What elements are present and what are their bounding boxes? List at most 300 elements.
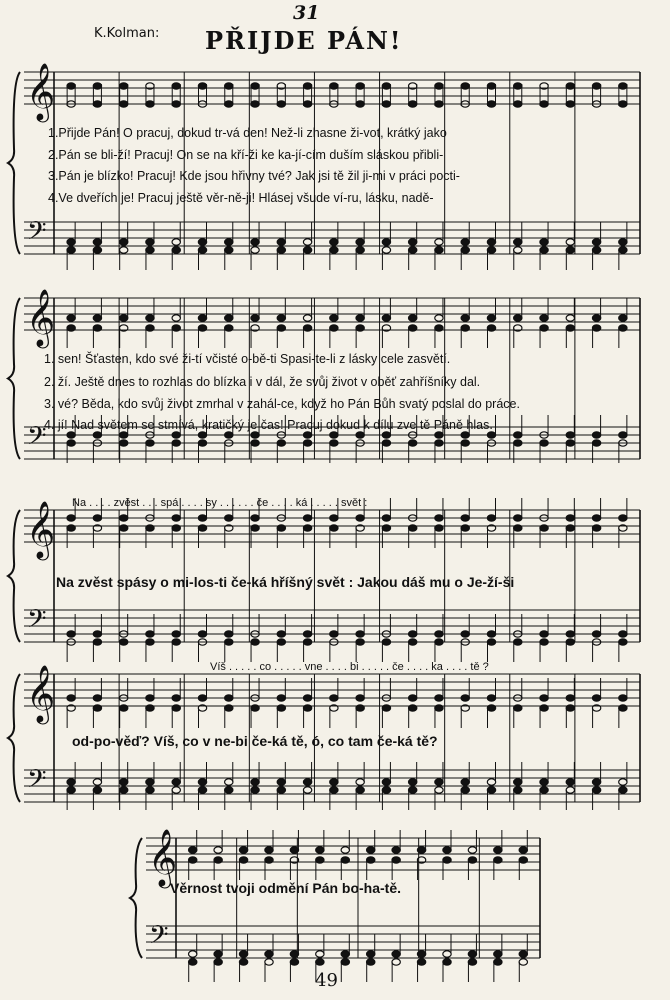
note [461,779,469,785]
note [382,639,390,645]
note [214,959,222,965]
note [461,83,469,89]
note [566,83,574,89]
verse-1-line-a: 1.Přijde Pán! O pracuj, dokud tr-vá den! Než-li zhasne ži-vot, krátký jako [48,126,447,140]
note [146,239,154,245]
note [540,695,548,701]
note [214,857,222,863]
note [566,705,574,711]
note [540,315,548,321]
note [392,847,400,853]
note [316,857,324,863]
note [303,315,311,321]
note [330,325,338,331]
note [303,639,311,645]
note [494,847,502,853]
bass-clef-icon: 𝄢 [27,422,47,457]
note [619,705,627,711]
note [566,515,574,521]
note [198,239,206,245]
note [487,515,495,521]
note [172,525,180,531]
note [239,857,247,863]
note [461,315,469,321]
note [146,695,154,701]
brace [8,72,20,254]
composer-name: K.Kolman: [94,26,160,41]
note [303,325,311,331]
note [93,705,101,711]
note [356,631,364,637]
note [540,440,548,446]
note [461,525,469,531]
note [93,515,101,521]
note [514,247,522,253]
note [251,440,259,446]
note [487,705,495,711]
note [592,631,600,637]
note [619,787,627,793]
note [382,779,390,785]
note [198,515,206,521]
bass-clef-icon: 𝄢 [27,605,47,640]
note [519,857,527,863]
note [487,779,495,785]
note [382,247,390,253]
note [146,315,154,321]
note [172,239,180,245]
note [408,787,416,793]
note [417,847,425,853]
note [619,315,627,321]
note [172,440,180,446]
note [303,631,311,637]
note [303,779,311,785]
note [277,705,285,711]
note [290,951,298,957]
note [225,695,233,701]
bass-clef-icon: 𝄢 [27,765,47,800]
note [330,83,338,89]
note [619,101,627,107]
note [277,247,285,253]
note [619,432,627,438]
note [356,239,364,245]
note [540,525,548,531]
note [225,705,233,711]
note [198,631,206,637]
note [514,315,522,321]
note [93,247,101,253]
note [435,247,443,253]
note [461,515,469,521]
note [225,325,233,331]
note [189,847,197,853]
note [461,631,469,637]
note [303,705,311,711]
note [119,315,127,321]
note [540,631,548,637]
note [93,83,101,89]
note [146,101,154,107]
note [189,951,197,957]
note [514,101,522,107]
verse-4-line-b: 4. jí! Nad světem se stmívá, kratičký je čas! Pracuj dokud k dílu zve tě Páně hlas. [44,418,493,432]
note [330,787,338,793]
note [356,515,364,521]
note [540,787,548,793]
note [119,787,127,793]
note [198,779,206,785]
note [146,247,154,253]
note [408,705,416,711]
note [408,440,416,446]
note [392,959,400,965]
note [172,325,180,331]
note [119,705,127,711]
note [461,432,469,438]
note [265,951,273,957]
note [461,440,469,446]
note [540,639,548,645]
note [514,515,522,521]
note [330,239,338,245]
note [225,639,233,645]
note [93,101,101,107]
refrain-cue-2: Víš . . . . . co . . . . . vne . . . . bi . . . . . če . . . . ka . . . . tě ? [210,661,489,673]
note [382,787,390,793]
note [540,239,548,245]
note [356,787,364,793]
note [592,787,600,793]
note [468,951,476,957]
note [225,101,233,107]
note [435,787,443,793]
note [225,239,233,245]
note [198,83,206,89]
note [198,247,206,253]
note [303,83,311,89]
note [592,525,600,531]
note [277,639,285,645]
brace [8,510,20,642]
note [225,247,233,253]
note [382,705,390,711]
note [119,239,127,245]
note [435,239,443,245]
note [494,959,502,965]
note [251,779,259,785]
note [251,239,259,245]
note [487,101,495,107]
note [251,705,259,711]
note [487,639,495,645]
note [619,631,627,637]
note [251,525,259,531]
note [540,779,548,785]
note [443,847,451,853]
note [566,787,574,793]
note [316,959,324,965]
note [330,315,338,321]
note [487,695,495,701]
note [592,432,600,438]
note [146,779,154,785]
note [382,525,390,531]
note [408,315,416,321]
note [341,847,349,853]
note [146,639,154,645]
note [367,847,375,853]
note [487,631,495,637]
note [356,695,364,701]
note [341,857,349,863]
note [514,779,522,785]
note [172,779,180,785]
note [251,315,259,321]
treble-clef-icon: 𝄞 [148,828,178,886]
note [540,325,548,331]
note [382,432,390,438]
note [93,779,101,785]
note [225,315,233,321]
note [468,857,476,863]
note [198,525,206,531]
note [277,695,285,701]
note [303,247,311,253]
note [443,951,451,957]
note [540,101,548,107]
note [93,639,101,645]
note [435,315,443,321]
note [356,432,364,438]
note [225,787,233,793]
note [172,101,180,107]
note [277,315,285,321]
note [592,239,600,245]
note [435,515,443,521]
note [189,959,197,965]
note [356,101,364,107]
note [303,787,311,793]
note [592,440,600,446]
note [443,857,451,863]
note [146,325,154,331]
note [251,432,259,438]
note [382,83,390,89]
note [592,315,600,321]
note [119,515,127,521]
brace [8,298,20,459]
note [519,959,527,965]
note [356,779,364,785]
note [619,83,627,89]
note [330,525,338,531]
verse-3-line-b: 3. vé? Běda, kdo svůj život zmrhal v zahál-ce, když ho Pán Bůh svatý poslal do práce. [44,397,520,411]
note [408,631,416,637]
note [198,440,206,446]
note [356,325,364,331]
note [303,432,311,438]
note [592,779,600,785]
note [330,695,338,701]
note [461,239,469,245]
note [417,959,425,965]
note [198,432,206,438]
note [93,631,101,637]
note [146,440,154,446]
note [356,83,364,89]
note [382,440,390,446]
note [225,515,233,521]
note [592,515,600,521]
verse-2-line-a: 2.Pán se bli-ží! Pracuj! On se na kří-ži ke ka-jí-cím duším sláskou přibli- [48,148,444,162]
note [435,705,443,711]
note [514,83,522,89]
note [67,247,75,253]
note [67,239,75,245]
note [189,857,197,863]
note [239,951,247,957]
note [277,779,285,785]
note [67,315,75,321]
note [619,695,627,701]
note [172,83,180,89]
note [303,695,311,701]
brace [130,838,142,958]
page-number: 49 [315,970,338,991]
note [198,325,206,331]
note [382,515,390,521]
final-lyric: Věrnost tvoji odmění Pán bo-ha-tě. [170,880,402,896]
treble-clef-icon: 𝄞 [26,288,56,346]
note [514,432,522,438]
note [408,247,416,253]
brace [8,674,20,802]
note [367,959,375,965]
note [67,432,75,438]
note [214,847,222,853]
note [303,101,311,107]
note [461,247,469,253]
note [619,779,627,785]
note [468,847,476,853]
note [619,515,627,521]
note [330,247,338,253]
note [566,525,574,531]
note [290,959,298,965]
verse-3-line-a: 3.Pán je blízko! Pracuj! Kde jsou hřivny tvé? Jak jsi tě žil ji-mi v práci pocti- [48,169,460,183]
note [566,639,574,645]
note [487,247,495,253]
note [408,101,416,107]
note [592,695,600,701]
note [225,83,233,89]
note [435,432,443,438]
note [566,779,574,785]
note [172,631,180,637]
note [619,247,627,253]
note [265,847,273,853]
note [341,951,349,957]
note [341,959,349,965]
note [172,315,180,321]
note [67,695,75,701]
note [277,239,285,245]
note [303,515,311,521]
note [435,779,443,785]
note [330,779,338,785]
note [514,705,522,711]
note [619,325,627,331]
note [514,239,522,245]
note [356,247,364,253]
note [198,695,206,701]
verse-1-line-b: 1. sen! Šťasten, kdo své ži-tí včisté o-bě-ti Spasi-te-li z lásky cele zasvětí. [44,352,451,366]
note [119,432,127,438]
note [461,695,469,701]
refrain-cue-1: Na . . . . zvěst . . . spá . . . . sy . . . . . . če . . . . ká . . . . . svět : [72,497,368,509]
note [67,325,75,331]
note [172,705,180,711]
note [382,239,390,245]
note [408,695,416,701]
note [382,315,390,321]
note [119,83,127,89]
note [435,631,443,637]
note [519,847,527,853]
note [435,83,443,89]
note [119,525,127,531]
note [592,247,600,253]
note [367,951,375,957]
note [514,525,522,531]
note [93,695,101,701]
note [214,951,222,957]
note [67,631,75,637]
note [408,639,416,645]
note [172,695,180,701]
note [67,525,75,531]
treble-clef-icon: 𝄞 [26,664,56,722]
note [330,515,338,521]
note [592,83,600,89]
note [392,951,400,957]
note [277,440,285,446]
note [566,325,574,331]
note [251,83,259,89]
note [119,440,127,446]
note [146,525,154,531]
note [316,847,324,853]
note [239,959,247,965]
note [251,787,259,793]
note [514,787,522,793]
note [119,101,127,107]
note [408,525,416,531]
note [566,239,574,245]
note [172,432,180,438]
note [198,787,206,793]
treble-clef-icon: 𝄞 [26,62,56,120]
note [487,315,495,321]
note [330,440,338,446]
note [225,779,233,785]
note [382,101,390,107]
note [146,631,154,637]
note [316,951,324,957]
note [225,631,233,637]
